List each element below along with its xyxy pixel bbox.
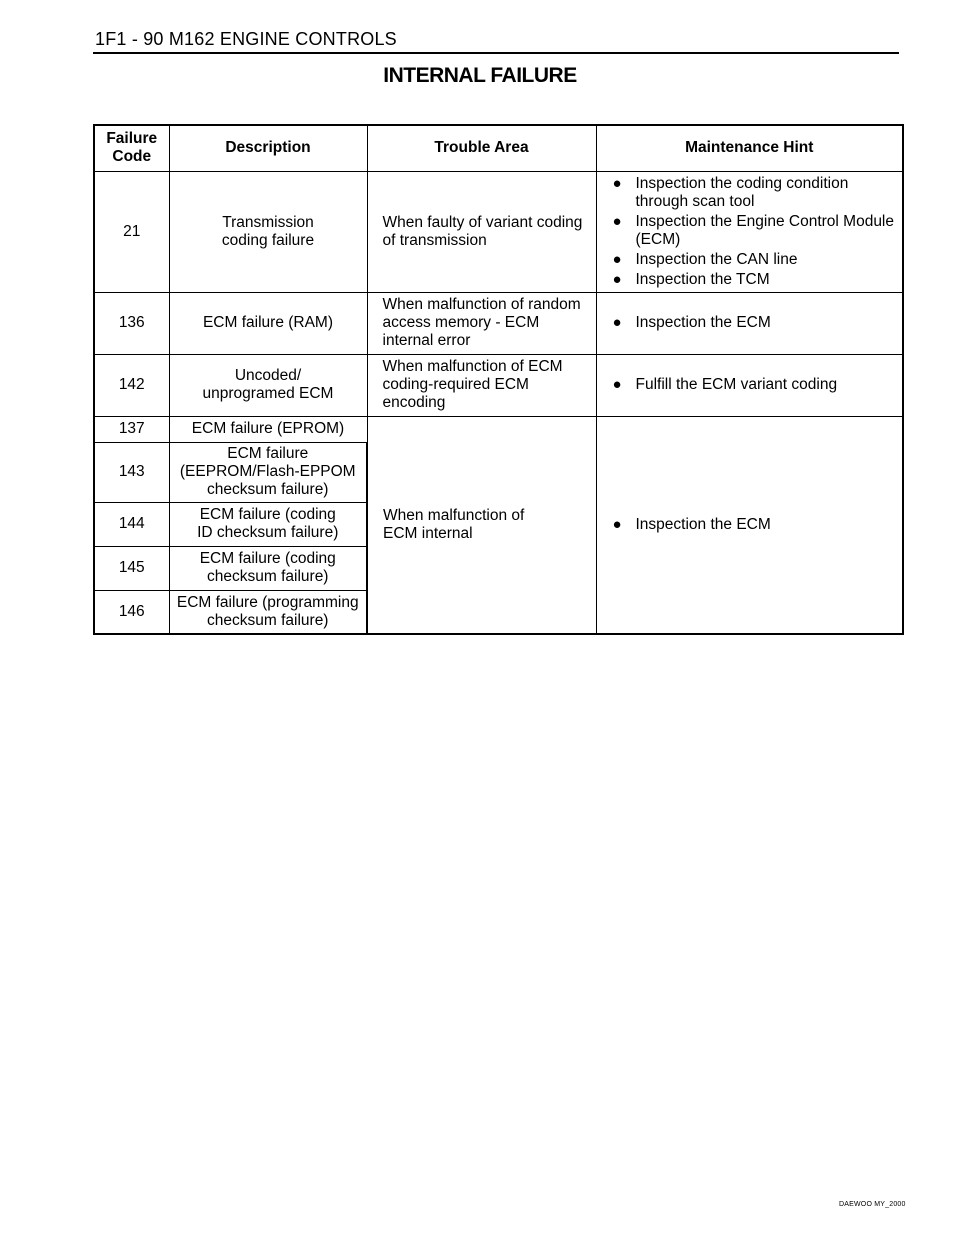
- hint-item: [607, 175, 899, 211]
- failure-code: 143: [94, 442, 169, 502]
- maintenance-hint: [596, 171, 903, 292]
- table-header-row: [94, 125, 903, 171]
- hint-text: Inspection the coding condition through scan tool: [635, 174, 849, 210]
- page-header: [93, 26, 899, 54]
- hint-item: [607, 213, 899, 249]
- failure-code: 142: [94, 354, 169, 416]
- hint-item: [607, 314, 899, 332]
- failure-description: ECM failure (coding checksum failure): [169, 546, 367, 590]
- hint-text: Fulfill the ECM variant coding: [635, 376, 838, 393]
- bullet-icon: ●: [612, 174, 622, 192]
- failure-description: ECM failure (RAM): [169, 292, 367, 354]
- table-row: [94, 171, 903, 292]
- hint-text: Inspection the Engine Control Module (ECM): [635, 212, 894, 248]
- column-header: Description: [169, 125, 367, 171]
- failure-description: Uncoded/ unprogramed ECM: [169, 354, 367, 416]
- footer-mark: DAEWOO MY_2000: [839, 1201, 906, 1208]
- failure-description: ECM failure (EEPROM/Flash-EPPOM checksum failure): [169, 442, 367, 502]
- failure-description: ECM failure (coding ID checksum failure): [169, 502, 367, 546]
- bullet-icon: ●: [612, 314, 622, 331]
- column-header: Failure Code: [94, 125, 169, 171]
- trouble-area: When malfunction of ECM internal: [367, 416, 596, 634]
- hint-text: Inspection the ECM: [635, 314, 771, 331]
- bullet-icon: ●: [612, 212, 622, 230]
- hint-text: Inspection the ECM: [635, 515, 771, 533]
- hint-item: [607, 376, 899, 394]
- internal-failure-table: [93, 124, 904, 635]
- hint-item: [607, 251, 899, 269]
- hint-item: [607, 516, 899, 534]
- failure-code: 136: [94, 292, 169, 354]
- bullet-icon: ●: [612, 515, 622, 533]
- bullet-icon: ●: [612, 250, 622, 268]
- table-row: [94, 416, 903, 442]
- maintenance-hint: [596, 292, 903, 354]
- maintenance-hint: [596, 354, 903, 416]
- page-title: INTERNAL FAILURE: [383, 64, 577, 87]
- trouble-area: When malfunction of ECM coding-required ECM encoding: [367, 354, 596, 416]
- failure-description: Transmission coding failure: [169, 171, 367, 292]
- failure-description: ECM failure (EPROM): [169, 416, 367, 442]
- column-header: Maintenance Hint: [596, 125, 903, 171]
- hint-text: Inspection the TCM: [635, 270, 770, 288]
- hint-text: Inspection the CAN line: [635, 250, 798, 268]
- table-row: [94, 292, 903, 354]
- hint-item: [607, 271, 899, 289]
- bullet-icon: ●: [612, 270, 622, 288]
- failure-code: 144: [94, 502, 169, 546]
- column-header: Trouble Area: [367, 125, 596, 171]
- trouble-area: When malfunction of random access memory - ECM internal error: [367, 292, 596, 354]
- failure-code: 146: [94, 590, 169, 634]
- failure-code: 145: [94, 546, 169, 590]
- failure-description: ECM failure (programming checksum failure): [169, 590, 367, 634]
- failure-code: 137: [94, 416, 169, 442]
- failure-code: 21: [94, 171, 169, 292]
- header-text: 1F1 - 90 M162 ENGINE CONTROLS: [95, 29, 397, 49]
- table-row: [94, 354, 903, 416]
- maintenance-hint: [596, 416, 903, 634]
- bullet-icon: ●: [612, 376, 622, 393]
- trouble-area: When faulty of variant coding of transmission: [367, 171, 596, 292]
